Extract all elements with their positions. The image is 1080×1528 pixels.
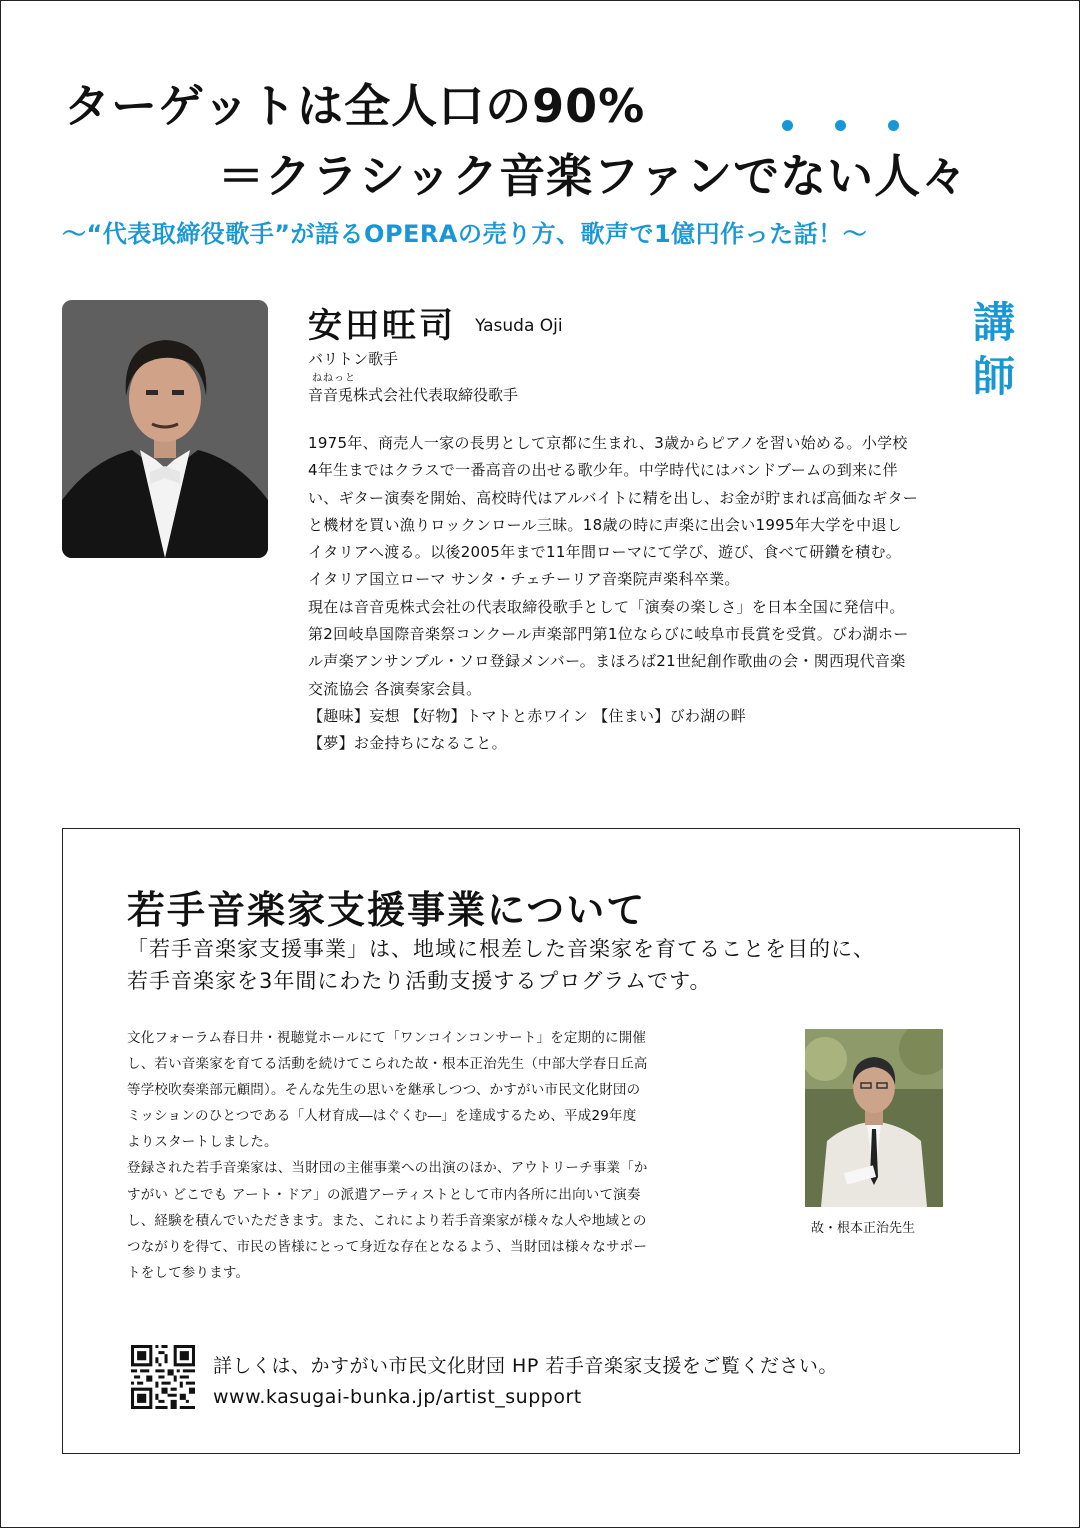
bio-line: 交流協会 各演奏家会員。 [308, 679, 482, 698]
desc-line: よりスタートしました。 [127, 1134, 278, 1151]
company-ruby: ねねっと [312, 373, 356, 384]
desc-line: し、経験を積んでいただきます。また、これにより若手音楽家が様々な人や地域との [127, 1212, 647, 1229]
support-title: 若手音楽家支援事業について [127, 888, 647, 932]
bio-line: 1975年、商売人一家の長男として京都に生まれ、3歳からピアノを習い始める。小学校 [308, 434, 908, 452]
lecturer-company-role: 音音兎株式会社代表取締役歌手 [308, 386, 519, 404]
website-url-link[interactable]: www.kasugai-bunka.jp/artist_support [213, 1386, 582, 1408]
lecturer-role: バリトン歌手 [308, 350, 399, 368]
desc-line: 文化フォーラム春日井・視聴覚ホールにて「ワンコインコンサート」を定期的に開催 [127, 1030, 647, 1046]
bio-line: 【夢】お金持ちになること。 [308, 734, 507, 753]
lecturer-photo [62, 300, 268, 558]
bio-line: い、ギター演奏を開始、高校時代はアルバイトに精を出し、お金が貯まれば高価なギター [308, 488, 919, 507]
emphasis-dot [888, 120, 899, 131]
lead-line: 「若手音楽家支援事業」は、地域に根差した音楽家を育てることを目的に、 [127, 937, 875, 961]
lecturer-label-char: 師 [972, 352, 1015, 401]
bio-line: 第2回岐阜国際音楽祭コンクール声楽部門第1位ならびに岐阜市長賞を受賞。びわ湖ホー [308, 625, 909, 644]
lead-line: 若手音楽家を3年間にわたり活動支援するプログラムです。 [127, 969, 712, 993]
bio-line: 【趣味】妄想 【好物】トマトと赤ワイン 【住まい】びわ湖の畔 [308, 706, 747, 725]
bio-line: 4年生まではクラスで一番高音の出せる歌少年。中学時代にはバンドブームの到来に伴 [308, 461, 898, 480]
emphasis-dot [782, 120, 793, 131]
headline-line-2: ＝クラシック音楽ファンでない人々 [218, 149, 969, 203]
support-program-box [62, 828, 1020, 1454]
headline-line-1: ターゲットは全人口の90% [64, 79, 646, 133]
lecturer-label [968, 296, 1020, 404]
emphasis-dots [782, 120, 899, 131]
subtitle: 〜“代表取締役歌手”が語るOPERAの売り方、歌声で1億円作った話！〜 [62, 220, 868, 248]
more-info [213, 1351, 838, 1413]
bio-line: 現在は音音兎株式会社の代表取締役歌手として「演奏の楽しさ」を日本全国に発信中。 [308, 597, 905, 616]
emphasis-dot [835, 120, 846, 131]
desc-line: 等学校吹奏楽部元顧問）。そんな先生の思いを継承しつつ、かすがい市民文化財団の [127, 1082, 641, 1099]
lecturer-name: 安田旺司 [308, 306, 456, 346]
more-info-text: 詳しくは、かすがい市民文化財団 HP 若手音楽家支援をご覧ください。 [213, 1355, 838, 1377]
lecturer-name-romaji: Yasuda Oji [475, 316, 563, 336]
qr-code-icon[interactable] [131, 1345, 195, 1409]
support-description [127, 1025, 787, 1286]
bio-line: イタリア国立ローマ サンタ・チェチーリア音楽院声楽科卒業。 [308, 570, 740, 589]
memorial-photo-caption: 故・根本正治先生 [811, 1221, 916, 1236]
memorial-photo [805, 1029, 943, 1207]
desc-line: し、若い音楽家を育てる活動を続けてこられた故・根本正治先生（中部大学春日丘高 [127, 1056, 648, 1073]
desc-line: トをして参ります。 [127, 1264, 250, 1281]
support-lead [127, 933, 875, 997]
desc-line: 登録された若手音楽家は、当財団の主催事業への出演のほか、アウトリーチ事業「か [127, 1160, 648, 1177]
lecturer-name-row [308, 298, 563, 347]
desc-line: すがい どこでも アート・ドア」の派遣アーティストとして市内各所に出向いて演奏 [127, 1186, 641, 1203]
bio-line: と機材を買い漁りロックンロール三昧。18歳の時に声楽に出会い1995年大学を中退し [308, 515, 902, 534]
desc-line: ミッションのひとつである「人材育成―はぐくむ―」を達成するため、平成29年度 [127, 1108, 637, 1125]
lecturer-biography [308, 430, 1024, 758]
lecturer-label-char: 講 [972, 298, 1015, 347]
bio-line: イタリアへ渡る。以後2005年まで11年間ローマにて学び、遊び、食べて研鑽を積む。 [308, 543, 902, 562]
bio-line: ル声楽アンサンブル・ソロ登録メンバー。まほろば21世紀創作歌曲の会・関西現代音楽 [308, 652, 906, 671]
desc-line: つながりを得て、市民の皆様にとって身近な存在となるよう、当財団は様々なサポー [127, 1238, 648, 1255]
